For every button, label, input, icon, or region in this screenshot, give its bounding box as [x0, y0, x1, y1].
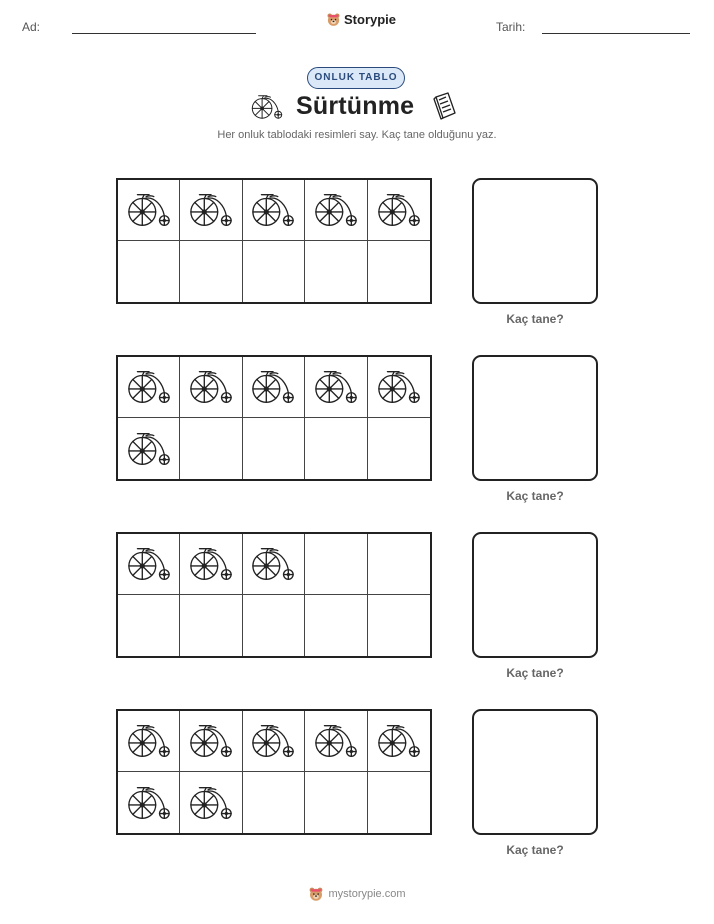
- ten-frame-cell: [118, 534, 180, 595]
- ten-frame-cell: [180, 180, 242, 241]
- sandpaper-block-icon: [432, 91, 458, 121]
- penny-farthing-bicycle-icon: [188, 783, 234, 823]
- ten-frame-cell: [368, 241, 430, 302]
- ten-frame-cell: [368, 595, 430, 656]
- penny-farthing-bicycle-icon: [313, 190, 359, 230]
- penny-farthing-bicycle-icon: [313, 367, 359, 407]
- penny-farthing-bicycle-icon: [250, 190, 296, 230]
- ten-frame-cell: [118, 711, 180, 772]
- bear-logo-icon: [308, 886, 324, 902]
- ten-frame-cell: [118, 241, 180, 302]
- ten-frame-cell: [368, 711, 430, 772]
- ten-frame-cell: [368, 180, 430, 241]
- answer-box-2[interactable]: [472, 355, 598, 481]
- ten-frame-cell: [118, 772, 180, 833]
- penny-farthing-bicycle-icon: [188, 544, 234, 584]
- penny-farthing-bicycle-icon: [250, 93, 284, 121]
- ten-frame-2: [116, 355, 432, 481]
- ten-frame-cell: [305, 595, 367, 656]
- ten-frame-cell: [305, 241, 367, 302]
- answer-prompt-label: Kaç tane?: [506, 312, 564, 326]
- instructions-text: Her onluk tablodaki resimleri say. Kaç tane olduğunu yaz.: [217, 129, 497, 141]
- penny-farthing-bicycle-icon: [376, 190, 422, 230]
- ten-frame-cell: [368, 418, 430, 479]
- name-field-line[interactable]: [72, 33, 256, 34]
- answer-prompt-label: Kaç tane?: [506, 489, 564, 503]
- penny-farthing-bicycle-icon: [126, 783, 172, 823]
- ten-frame-cell: [243, 357, 305, 418]
- page-title: Sürtünme: [296, 92, 415, 120]
- ten-frame-cell: [243, 711, 305, 772]
- ten-frame-cell: [243, 772, 305, 833]
- ten-frame-cell: [305, 711, 367, 772]
- answer-box-1[interactable]: [472, 178, 598, 304]
- ten-frame-cell: [180, 357, 242, 418]
- brand-logo: [326, 12, 396, 27]
- ten-frame-cell: [180, 418, 242, 479]
- answer-box-3[interactable]: [472, 532, 598, 658]
- ten-frame-cell: [180, 534, 242, 595]
- date-field-line[interactable]: [542, 33, 690, 34]
- ten-frame-cell: [368, 357, 430, 418]
- footer: [0, 886, 714, 902]
- ten-frame-cell: [243, 418, 305, 479]
- penny-farthing-bicycle-icon: [250, 544, 296, 584]
- ten-frame-4: [116, 709, 432, 835]
- ten-frame-cell: [118, 357, 180, 418]
- ten-frame-cell: [180, 241, 242, 302]
- brand-name: Storypie: [344, 12, 397, 27]
- ten-frame-cell: [368, 534, 430, 595]
- footer-url: mystorypie.com: [328, 888, 406, 900]
- ten-frame-1: [116, 178, 432, 304]
- penny-farthing-bicycle-icon: [126, 367, 172, 407]
- penny-farthing-bicycle-icon: [313, 721, 359, 761]
- worksheet-type-badge: ONLUK TABLO: [307, 67, 405, 89]
- penny-farthing-bicycle-icon: [250, 367, 296, 407]
- ten-frame-cell: [118, 180, 180, 241]
- penny-farthing-bicycle-icon: [188, 721, 234, 761]
- answer-prompt-label: Kaç tane?: [506, 666, 564, 680]
- ten-frame-3: [116, 532, 432, 658]
- answer-prompt-label: Kaç tane?: [506, 843, 564, 857]
- penny-farthing-bicycle-icon: [126, 544, 172, 584]
- penny-farthing-bicycle-icon: [250, 721, 296, 761]
- ten-frame-cell: [243, 180, 305, 241]
- ten-frame-cell: [180, 595, 242, 656]
- ten-frame-cell: [180, 772, 242, 833]
- ten-frame-cell: [305, 772, 367, 833]
- bear-logo-icon: [326, 12, 341, 27]
- penny-farthing-bicycle-icon: [376, 721, 422, 761]
- penny-farthing-bicycle-icon: [188, 367, 234, 407]
- ten-frame-cell: [305, 534, 367, 595]
- ten-frame-cell: [305, 180, 367, 241]
- date-label: Tarih:: [496, 20, 526, 34]
- penny-farthing-bicycle-icon: [126, 429, 172, 469]
- penny-farthing-bicycle-icon: [126, 721, 172, 761]
- ten-frame-cell: [243, 595, 305, 656]
- answer-box-4[interactable]: [472, 709, 598, 835]
- ten-frame-cell: [305, 357, 367, 418]
- ten-frame-cell: [180, 711, 242, 772]
- ten-frame-cell: [118, 418, 180, 479]
- ten-frame-cell: [118, 595, 180, 656]
- penny-farthing-bicycle-icon: [376, 367, 422, 407]
- name-label: Ad:: [22, 20, 41, 34]
- ten-frame-cell: [368, 772, 430, 833]
- ten-frame-cell: [243, 534, 305, 595]
- ten-frame-cell: [243, 241, 305, 302]
- penny-farthing-bicycle-icon: [126, 190, 172, 230]
- ten-frame-cell: [305, 418, 367, 479]
- penny-farthing-bicycle-icon: [188, 190, 234, 230]
